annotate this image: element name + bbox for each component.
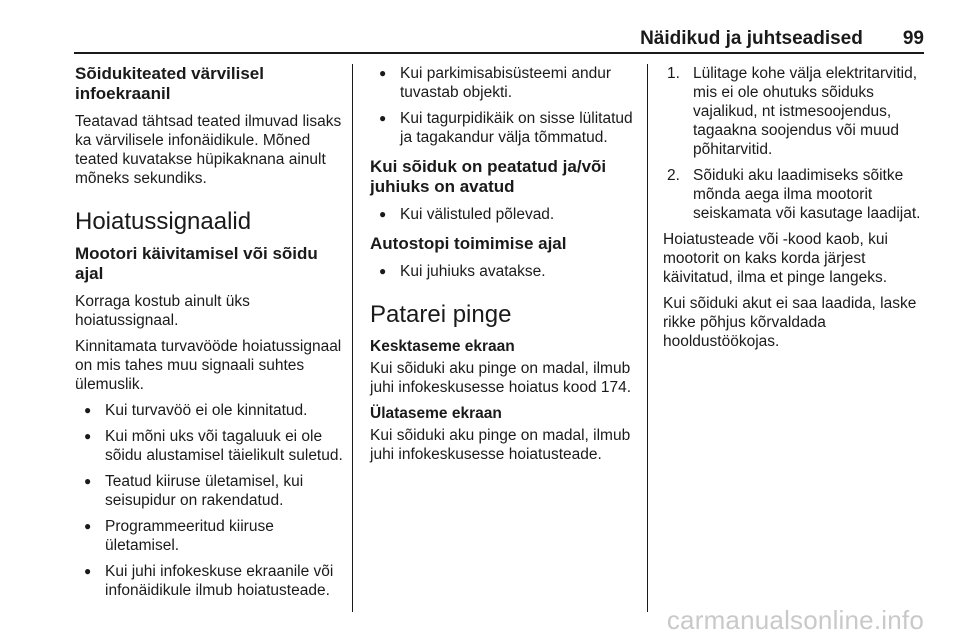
bullet-item: ● Kui turvavöö ei ole kinnitatud. — [75, 401, 347, 420]
column-3 — [663, 64, 935, 358]
heading-battery-voltage: Patarei pinge — [370, 301, 512, 328]
paragraph: Kui sõiduki aku pinge on madal, ilmub juhi infokeskusesse hoiatus kood 174. — [370, 360, 632, 396]
paragraph: Teatavad tähtsad teated ilmuvad lisaks ka värvilisele infonäidikule. Mõned teated kuvatakse hüpikaknana ainult mõneks sekundiks. — [75, 113, 342, 187]
step-number: 1. — [667, 65, 680, 82]
heading-engine-start: Mootori käivitamisel või sõidu ajal — [75, 244, 318, 283]
subheading-uplevel-display: Ülataseme ekraan — [370, 405, 502, 422]
step-text: Sõiduki aku laadimiseks sõitke mõnda aega ilma mootorit seiskamata või kasutage laadijat. — [693, 167, 921, 222]
header-rule — [74, 52, 924, 54]
paragraph: Kui sõiduki aku pinge on madal, ilmub juhi infokeskusesse hoiatusteade. — [370, 427, 631, 463]
page-header — [74, 28, 924, 50]
bullet-item: ● Kui välistuled põlevad. — [370, 205, 638, 224]
step-text: Lülitage kohe välja elektritarvitid, mis ei ole ohutuks sõiduks vajalikud, nt istmesoojendus, tagaakna soojendus või muud põhitarvitid. — [693, 65, 918, 158]
heading-vehicle-stopped: Kui sõiduk on peatatud ja/või juhiuks on avatud — [370, 157, 607, 196]
paragraph: Hoiatusteade või -kood kaob, kui mootorit on kaks korda järjest käivitatud, ilma et pinge langeks. — [663, 231, 888, 286]
bullet-item: ● Kui tagurpidikäik on sisse lülitatud ja tagakandur välja tõmmatud. — [370, 109, 638, 147]
heading-autostop: Autostopi toimimise ajal — [370, 234, 567, 253]
bullet-item: ● Kui juhiuks avatakse. — [370, 262, 638, 281]
page-number: 99 — [902, 28, 924, 49]
bullet-item: ● Kui parkimisabisüsteemi andur tuvastab objekti. — [370, 64, 638, 102]
numbered-step — [663, 64, 935, 159]
heading-color-display-messages: Sõidukiteated värvilisel infoekraanil — [75, 64, 264, 103]
subheading-midlevel-display: Kesktaseme ekraan — [370, 338, 515, 355]
paragraph: Kui sõiduki akut ei saa laadida, laske rikke põhjus kõrvaldada hooldustöökojas. — [663, 295, 917, 350]
bullet-item: ● Kui juhi infokeskuse ekraanile või infonäidikule ilmub hoiatusteade. — [75, 562, 347, 600]
heading-warning-chimes: Hoiatussignaalid — [75, 208, 252, 235]
step-number: 2. — [667, 167, 680, 184]
bullet-item: ● Teatud kiiruse ületamisel, kui seisupidur on rakendatud. — [75, 472, 347, 510]
bullet-item: ● Programmeeritud kiiruse ületamisel. — [75, 517, 347, 555]
column-divider-2 — [647, 64, 648, 612]
paragraph: Korraga kostub ainult üks hoiatussignaal. — [75, 293, 250, 329]
bullet-item: ● Kui mõni uks või tagaluuk ei ole sõidu alustamisel täielikult suletud. — [75, 427, 347, 465]
column-divider-1 — [352, 64, 353, 612]
watermark-text: carmanualsonline.info — [666, 605, 924, 635]
paragraph: Kinnitamata turvavööde hoiatussignaal on mis tahes muu signaali suhtes ülemuslik. — [75, 338, 342, 393]
column-2 — [370, 64, 638, 471]
column-1 — [75, 64, 347, 607]
section-title: Näidikud ja juhtseadised — [640, 28, 863, 49]
numbered-step — [663, 166, 935, 223]
